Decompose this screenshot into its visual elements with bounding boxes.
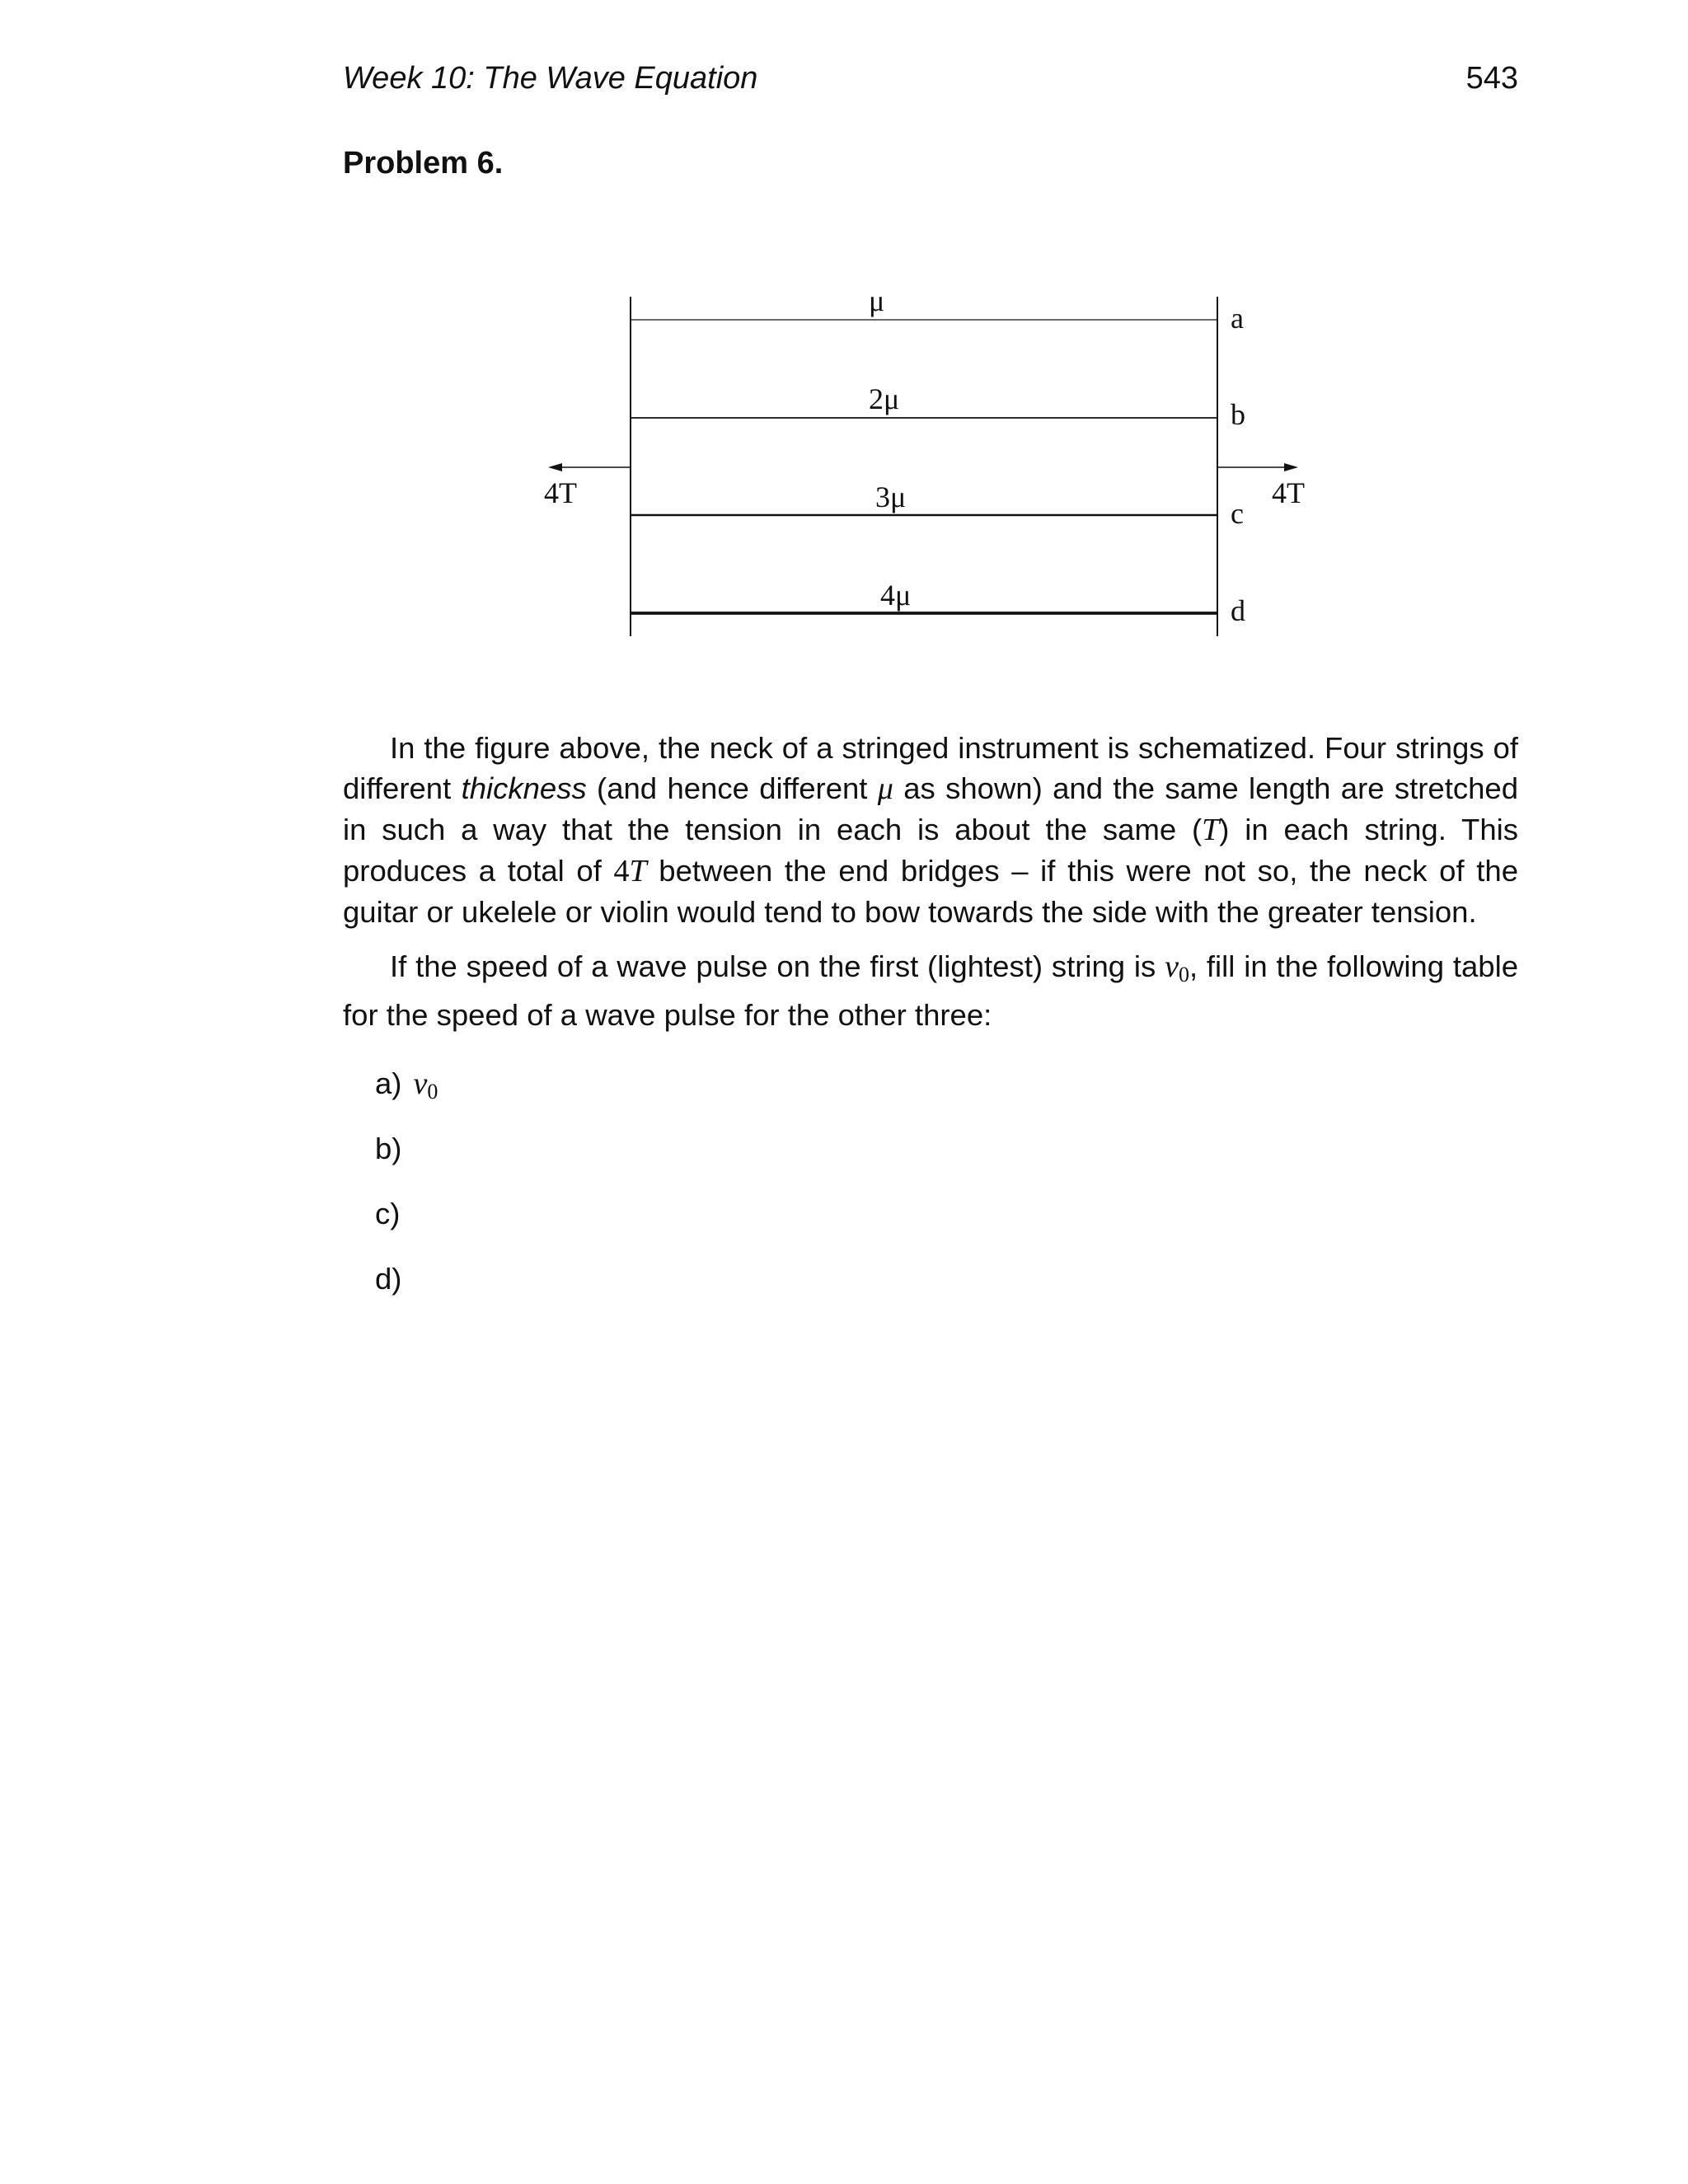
thickness-emphasis: thickness (461, 771, 587, 805)
answer-label-a: a) (375, 1066, 402, 1100)
problem-statement (343, 728, 1518, 1049)
mu-symbol: μ (877, 771, 893, 806)
paragraph-2-text: , fill in the following table for the speed of a wave pulse for the other three: (343, 949, 1518, 1032)
answer-label-b: b) (375, 1132, 402, 1165)
left-tension-label: 4T (544, 476, 577, 509)
string-b-label: b (1231, 398, 1245, 431)
string-c-label: c (1231, 497, 1244, 530)
paragraph-1 (343, 728, 1518, 932)
paragraph-1-text: between the end bridges – if this were not so, the neck of the guitar or ukelele or violin would tend to bow towards the side with the greater tension. (343, 854, 1518, 929)
total-tension-coefficient: 4 (613, 854, 630, 888)
answer-item-c (375, 1193, 438, 1258)
paragraph-2-text: If the speed of a wave pulse on the first (lightest) string is (390, 949, 1165, 983)
right-arrowhead (1284, 463, 1298, 471)
speed-subscript: 0 (1178, 963, 1189, 987)
answer-item-b (375, 1128, 438, 1193)
string-d-label: d (1231, 594, 1245, 627)
answer-item-a (375, 1063, 438, 1128)
answer-list (375, 1063, 438, 1324)
string-d-density-label: 4μ (880, 579, 912, 612)
paragraph-1-text: In the figure above, the neck of a stringed instrument is schematized. Four strings of different (343, 731, 1518, 805)
paragraph-1-text: as shown) and the same length are stretched in such a way that the tension in each is about the same ( (343, 771, 1518, 846)
answer-item-d (375, 1258, 438, 1324)
string-b-density-label: 2μ (869, 382, 900, 415)
paragraph-1-text: (and hence different (586, 771, 878, 805)
string-a-label: a (1231, 302, 1244, 335)
string-figure (528, 284, 1319, 647)
total-tension-symbol: T (629, 854, 647, 888)
left-arrowhead (548, 463, 562, 471)
answer-value-a: v (413, 1066, 428, 1101)
answer-label-c: c) (375, 1197, 401, 1230)
tension-symbol: T (1202, 813, 1220, 847)
paragraph-2 (343, 946, 1518, 1035)
running-head: Week 10: The Wave Equation (343, 61, 758, 96)
string-a-density-label: μ (869, 284, 885, 317)
answer-value-a-subscript: 0 (427, 1080, 438, 1104)
problem-heading: Problem 6. (343, 146, 504, 180)
answer-label-d: d) (375, 1262, 402, 1296)
page-number: 543 (1465, 61, 1518, 96)
paragraph-1-text: ) in each string. This produces a total of (343, 813, 1518, 888)
right-tension-label: 4T (1272, 476, 1305, 509)
speed-symbol: v (1165, 949, 1179, 984)
string-c-density-label: 3μ (875, 480, 907, 513)
